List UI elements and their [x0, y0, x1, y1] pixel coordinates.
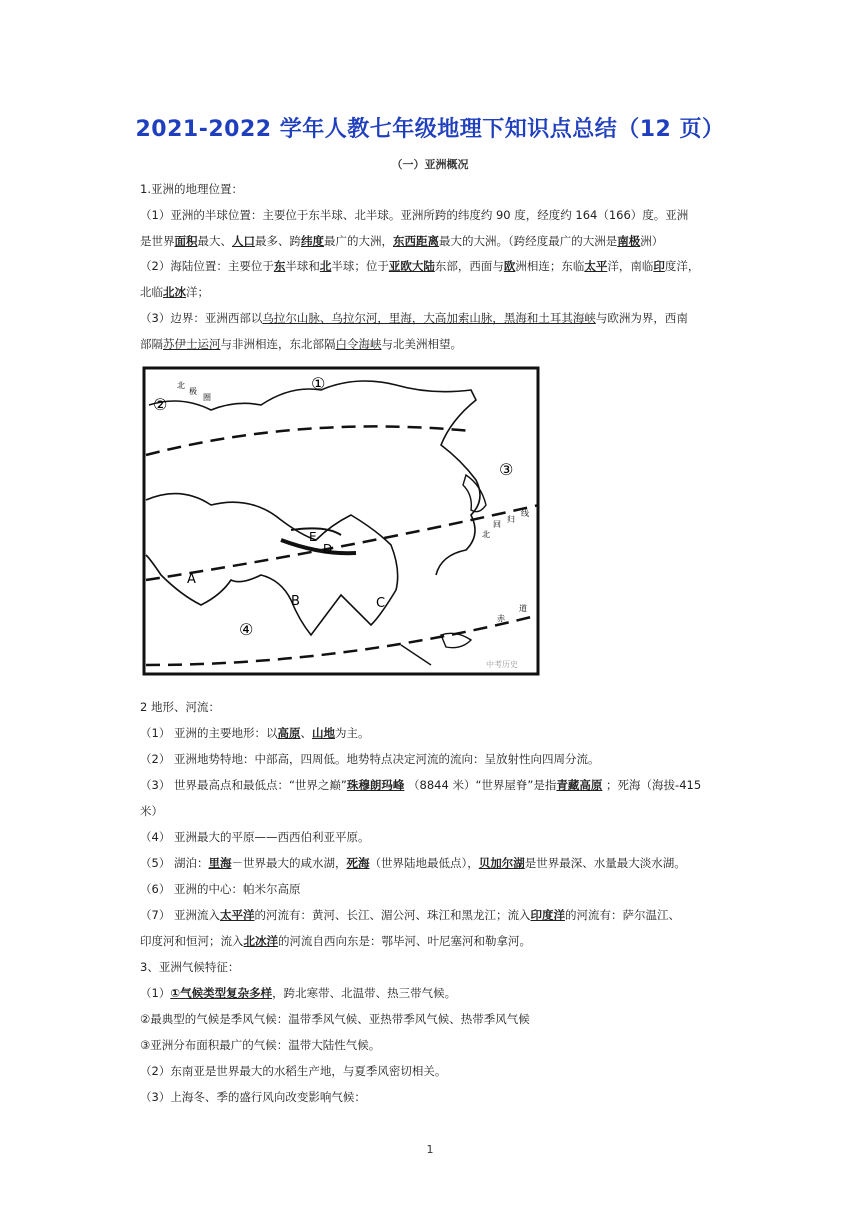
- map-marker-1: ①: [311, 374, 326, 393]
- paragraph-line: （3） 世界最高点和最低点：“世界之巅”珠穆朗玛峰 （8844 米）“世界屋脊”是指青藏高原 ；死海（海拔-415: [140, 778, 702, 792]
- arctic-label-1: 北: [177, 381, 185, 390]
- heading-geographic-location: 1.亚洲的地理位置：: [140, 182, 243, 196]
- equator-label-2: 道: [519, 604, 527, 613]
- map-marker-2: ②: [153, 395, 168, 414]
- watermark: 中考历史: [486, 660, 518, 669]
- map-label-a: A: [187, 572, 196, 587]
- map-label-c: C: [376, 596, 386, 611]
- arctic-label-3: 圈: [203, 393, 211, 402]
- tropic-label-4: 线: [521, 509, 529, 518]
- paragraph-line: （1）亚洲的半球位置：主要位于东半球、北半球。亚洲所跨的纬度约 90 度，经度约 164（166）度。亚洲: [140, 208, 689, 222]
- tropic-label-2: 回: [493, 520, 501, 529]
- paragraph-line: （3）上海冬、季的盛行风向改变影响气候：: [140, 1090, 366, 1104]
- document-title: 2021-2022 学年人教七年级地理下知识点总结（12 页）: [135, 117, 725, 142]
- tropic-label-1: 北: [482, 530, 490, 539]
- paragraph-line: 是世界面积最大、人口最多、跨纬度最广的大洲，东西距离最大的大洲。（跨经度最广的大洲是南极洲）: [140, 234, 664, 248]
- paragraph-line: ③亚洲分布面积最广的气候：温带大陆性气候。: [140, 1038, 381, 1052]
- paragraph-line: 部隔苏伊士运河与非洲相连，东北部隔白令海峡与北美洲相望。: [140, 337, 462, 351]
- paragraph-line: （2）海陆位置：主要位于东半球和北半球；位于亚欧大陆东部，西面与欧洲相连；东临太平洋，南临印度洋，: [140, 259, 700, 273]
- paragraph-line: （5） 湖泊：里海－世界最大的咸水湖，死海（世界陆地最低点），贝加尔湖是世界最深、水量最大淡水湖。: [140, 856, 686, 870]
- paragraph-line: 印度河和恒河；流入北冰洋的河流自西向东是：鄂毕河、叶尼塞河和勒拿河。: [140, 934, 531, 948]
- paragraph-line: （7） 亚洲流入太平洋的河流有：黄河、长江、湄公河、珠江和黑龙江；流入印度洋的河流有：萨尔温江、: [140, 908, 680, 922]
- page-number: 1: [426, 1143, 434, 1156]
- asia-map: [141, 365, 541, 677]
- map-label-b: B: [291, 594, 300, 609]
- heading-climate: 3、亚洲气候特征：: [140, 960, 240, 974]
- map-marker-3: ③: [499, 460, 514, 479]
- paragraph-line: （2）东南亚是世界最大的水稻生产地，与夏季风密切相关。: [140, 1064, 447, 1078]
- section-title: （一）亚洲概况: [391, 158, 469, 171]
- arctic-label-2: 极: [189, 387, 197, 396]
- map-marker-4: ④: [239, 620, 254, 639]
- map-label-e: E: [309, 530, 317, 544]
- paragraph-line: ②最典型的气候是季风气候：温带季风气候、亚热带季风气候、热带季风气候: [140, 1012, 530, 1026]
- paragraph-line: 米）: [140, 804, 163, 818]
- tropic-label-3: 归: [507, 515, 515, 524]
- paragraph-line: （1）①气候类型复杂多样，跨北寒带、北温带、热三带气候。: [140, 986, 457, 1000]
- heading-terrain-rivers: 2 地形、河流：: [140, 700, 220, 714]
- map-label-d: D: [323, 542, 333, 556]
- paragraph-line: （2） 亚洲地势特地：中部高，四周低。地势特点决定河流的流向：呈放射性向四周分流。: [140, 752, 600, 766]
- paragraph-line: （4） 亚洲最大的平原——西西伯利亚平原。: [140, 830, 370, 844]
- equator-label-1: 赤: [497, 614, 505, 623]
- paragraph-line: 北临北冰洋；: [140, 285, 209, 299]
- paragraph-line: （3）边界：亚洲西部以乌拉尔山脉、乌拉尔河，里海，大高加索山脉，黑海和土耳其海峡与欧洲为界，西南: [140, 311, 688, 325]
- paragraph-line: （1） 亚洲的主要地形：以高原、山地为主。: [140, 726, 370, 740]
- paragraph-line: （6） 亚洲的中心：帕米尔高原: [140, 882, 301, 896]
